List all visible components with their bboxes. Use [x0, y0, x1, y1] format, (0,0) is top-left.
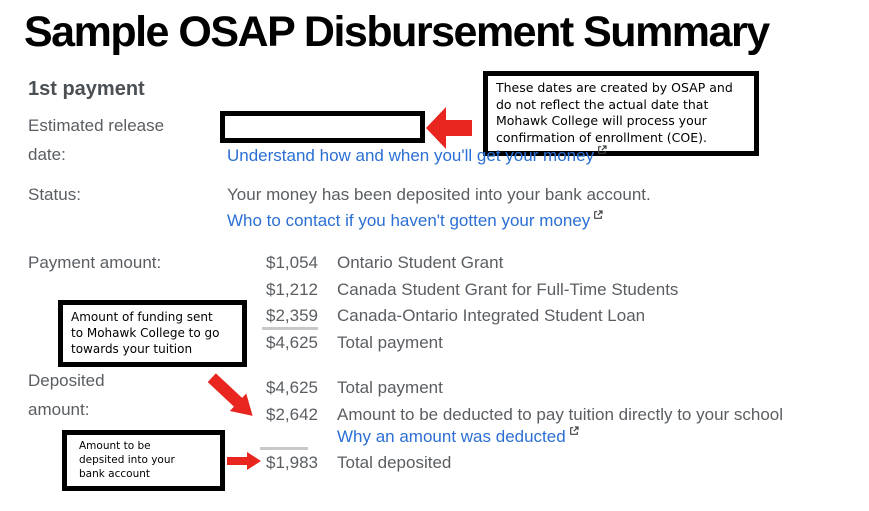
external-link-icon	[593, 205, 603, 225]
deposited-amount-label: Deposited	[28, 371, 105, 390]
status-label: Status:	[28, 185, 81, 204]
deposit-annotation-box: Amount to be depsited into your bank account	[62, 430, 225, 491]
who-to-contact-link[interactable]	[227, 211, 603, 231]
dates-annotation-text: These dates are created by OSAP and	[496, 80, 733, 95]
payment-row-amount: $1,054	[266, 253, 318, 272]
payment-row-desc: Canada Student Grant for Full-Time Students	[337, 280, 679, 299]
deposited-row-amount: $4,625	[266, 378, 318, 397]
why-deducted-link-label: Why an amount was deducted	[337, 427, 566, 446]
payment-total-amount: $4,625	[266, 333, 318, 352]
payment-total-desc: Total payment	[337, 333, 443, 352]
estimated-release-date-label-line2: date:	[28, 145, 66, 164]
get-money-link-label: Understand how and when you'll get your money	[227, 146, 595, 165]
deposited-row-desc: Total payment	[337, 378, 443, 397]
subtotal-rule	[262, 327, 318, 330]
total-deposited-desc: Total deposited	[337, 453, 452, 472]
estimated-release-date-label: Estimated release	[28, 116, 165, 135]
get-money-link[interactable]	[227, 146, 607, 166]
red-arrow-right-icon	[227, 452, 261, 475]
deposit-annotation-text: Amount to be	[79, 440, 151, 452]
payment-row-desc: Ontario Student Grant	[337, 253, 504, 272]
dates-annotation-box: These dates are created by OSAP and do not reflect the actual date that Mohawk College will process your confirmation of enrollment (COE).	[483, 71, 759, 156]
total-rule	[260, 447, 308, 450]
first-payment-heading: 1st payment	[28, 78, 145, 100]
tuition-annotation-text: Amount of funding sent	[71, 310, 213, 324]
payment-amount-label: Payment amount:	[28, 253, 162, 272]
tuition-annotation-box: Amount of funding sent to Mohawk College to go towards your tuition	[58, 300, 247, 367]
estimated-release-date-redaction-box	[220, 111, 425, 143]
status-value: Your money has been deposited into your bank account.	[227, 185, 651, 204]
payment-row-amount: $1,212	[266, 280, 318, 299]
page-title: Sample OSAP Disbursement Summary	[24, 8, 769, 56]
payment-row-amount: $2,359	[266, 306, 318, 325]
payment-row-desc: Canada-Ontario Integrated Student Loan	[337, 306, 646, 325]
deposited-amount-label-line2: amount:	[28, 400, 90, 419]
deposited-row-amount: $2,642	[266, 405, 318, 424]
why-deducted-link[interactable]	[337, 427, 579, 447]
external-link-icon	[569, 421, 579, 441]
who-to-contact-link-label: Who to contact if you haven't gotten your money	[227, 211, 591, 230]
external-link-icon	[597, 140, 607, 160]
deposited-row-desc: Amount to be deducted to pay tuition directly to your school	[337, 405, 784, 424]
total-deposited-amount: $1,983	[266, 453, 318, 472]
